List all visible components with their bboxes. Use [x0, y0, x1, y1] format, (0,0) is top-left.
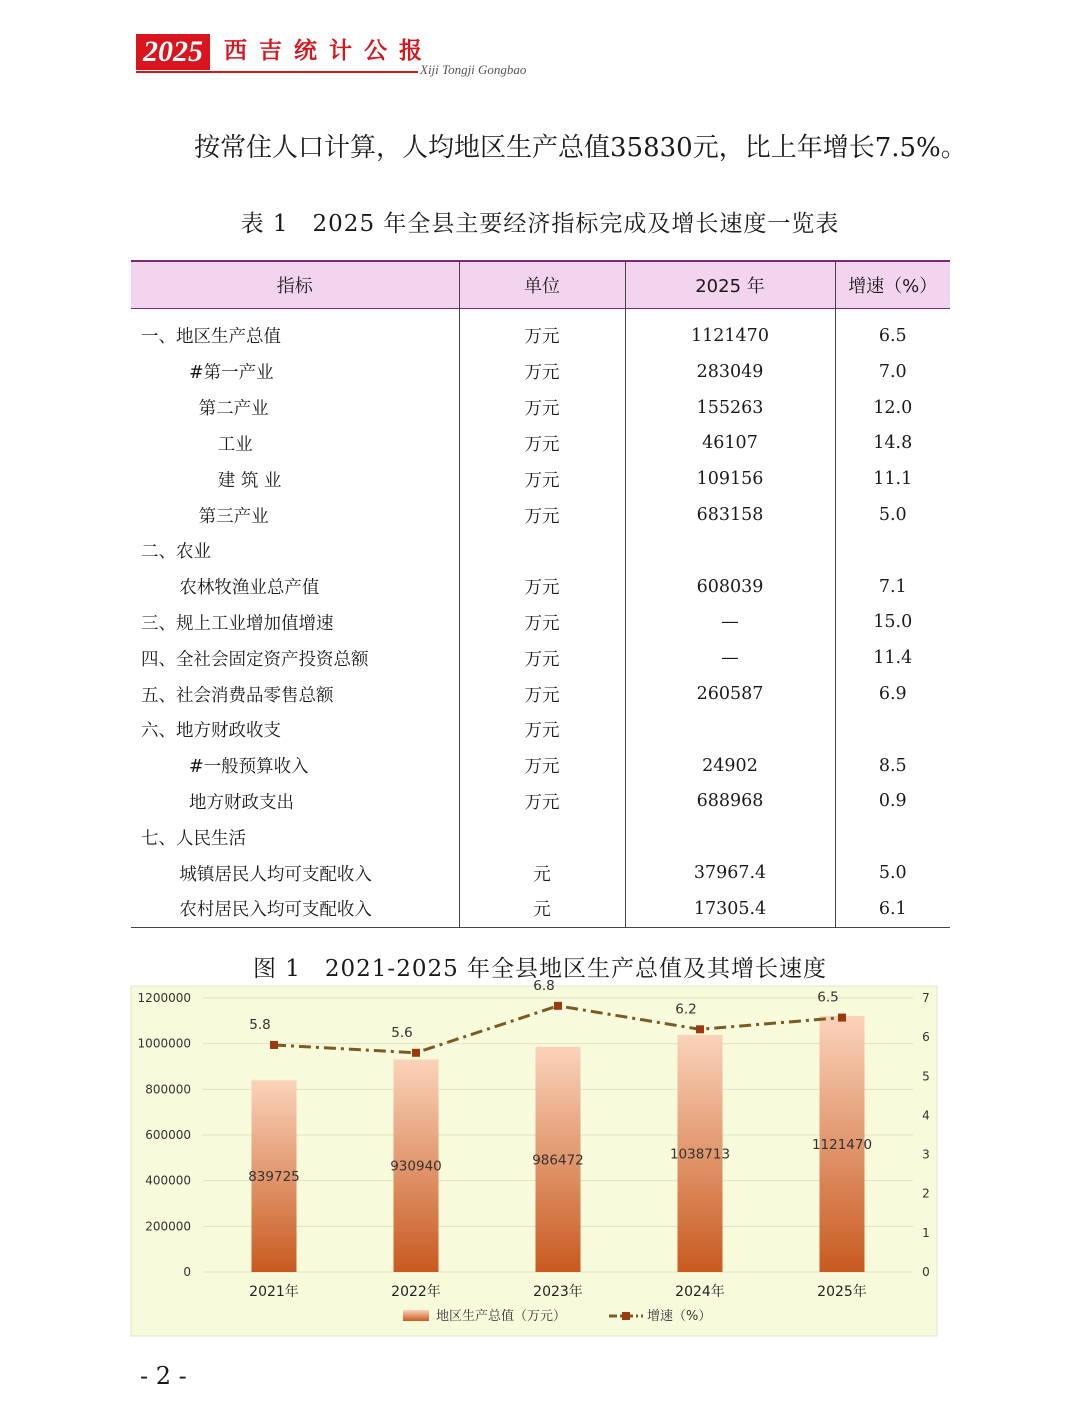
value-cell: 1121470: [625, 309, 835, 355]
unit-cell: 万元: [459, 676, 625, 712]
value-cell: —: [625, 640, 835, 676]
y-right-tick-label: 2: [922, 1186, 930, 1201]
x-tick-label: 2021年: [249, 1284, 299, 1300]
table-row: [131, 640, 950, 676]
unit-cell: 万元: [459, 426, 625, 462]
indicator-cell: #一般预算收入: [189, 757, 309, 778]
indicator-cell: 工业: [217, 434, 253, 455]
value-cell: 608039: [625, 569, 835, 605]
growth-value-label: 5.6: [391, 1024, 413, 1041]
intro-paragraph: 按常住人口计算，人均地区生产总值35830元，比上年增长7.5%。: [194, 133, 967, 163]
y-left-tick-label: 1200000: [137, 991, 191, 1005]
indicator-cell: 三、规上工业增加值增速: [141, 613, 334, 634]
growth-value-label: 6.5: [817, 989, 839, 1006]
page-header: [136, 34, 556, 84]
indicator-cell: 五、社会消费品零售总额: [141, 685, 334, 706]
header-year-badge: 2025: [136, 34, 210, 70]
y-right-tick-label: 3: [922, 1147, 930, 1162]
x-tick-label: 2023年: [533, 1284, 583, 1300]
legend-bar-swatch: [403, 1310, 429, 1321]
value-cell: 260587: [625, 676, 835, 712]
table-row: [131, 748, 950, 784]
table-header-row: [131, 261, 950, 309]
legend-bar-label: 地区生产总值（万元）: [436, 1309, 567, 1324]
unit-cell: 元: [459, 855, 625, 891]
table-row: [131, 497, 950, 533]
table-row: [131, 426, 950, 462]
growth-cell: 5.0: [835, 497, 950, 533]
growth-cell: 11.1: [835, 461, 950, 497]
growth-marker: [270, 1041, 278, 1049]
growth-cell: 7.0: [835, 354, 950, 390]
y-right-tick-label: 5: [922, 1069, 930, 1084]
value-cell: [625, 819, 835, 855]
table-row: [131, 891, 950, 927]
header-year: 2025 年: [625, 261, 835, 309]
table-row: [131, 676, 950, 712]
indicator-cell: #第一产业: [189, 363, 274, 384]
table-caption: 表 1 2025 年全县主要经济指标完成及增长速度一览表: [240, 211, 840, 237]
table-row: [131, 784, 950, 820]
value-cell: 109156: [625, 461, 835, 497]
indicator-table: [131, 260, 950, 928]
unit-cell: 万元: [459, 640, 625, 676]
growth-value-label: 6.8: [533, 977, 555, 994]
growth-cell: 6.1: [835, 891, 950, 927]
x-tick-label: 2022年: [391, 1284, 441, 1300]
value-cell: 17305.4: [625, 891, 835, 927]
page-number: - 2 -: [140, 1362, 187, 1390]
bar-value-label: 1038713: [669, 1146, 731, 1163]
table-row: [131, 309, 950, 355]
indicator-cell: 一、地区生产总值: [141, 327, 281, 347]
growth-value-label: 5.8: [249, 1016, 271, 1033]
indicator-cell: 第三产业: [198, 506, 269, 527]
bar-value-label: 1121470: [811, 1136, 873, 1153]
table-row: [131, 605, 950, 641]
value-cell: 46107: [625, 426, 835, 462]
value-cell: —: [625, 605, 835, 641]
indicator-cell: 农林牧渔业总产值: [179, 578, 320, 599]
growth-cell: 5.0: [835, 855, 950, 891]
legend-line-marker: [622, 1312, 630, 1320]
growth-cell: 12.0: [835, 390, 950, 426]
value-cell: 688968: [625, 784, 835, 820]
growth-marker: [554, 1002, 562, 1010]
y-right-tick-label: 1: [922, 1225, 930, 1240]
header-unit: 单位: [459, 261, 625, 309]
growth-cell: 11.4: [835, 640, 950, 676]
unit-cell: 万元: [459, 784, 625, 820]
y-left-tick-label: 1000000: [137, 1036, 191, 1051]
unit-cell: 万元: [459, 605, 625, 641]
growth-cell: 0.9: [835, 784, 950, 820]
unit-cell: 万元: [459, 569, 625, 605]
indicator-cell: 地方财政支出: [189, 792, 294, 813]
unit-cell: 万元: [459, 390, 625, 426]
table-row: [131, 354, 950, 390]
table-row: [131, 533, 950, 569]
header-rule: [136, 71, 418, 73]
table-body: [131, 309, 950, 928]
header-title: 西吉统计公报: [224, 38, 434, 64]
value-cell: 37967.4: [625, 855, 835, 891]
value-cell: 283049: [625, 354, 835, 390]
growth-cell: 15.0: [835, 605, 950, 641]
y-right-tick-label: 6: [922, 1030, 930, 1045]
indicator-cell: 第二产业: [198, 399, 269, 420]
indicator-cell: 四、全社会固定资产投资总额: [141, 649, 369, 670]
growth-marker: [412, 1049, 420, 1057]
growth-cell: [835, 712, 950, 748]
y-left-tick-label: 200000: [145, 1219, 191, 1234]
table-row: [131, 712, 950, 748]
unit-cell: 万元: [459, 712, 625, 748]
unit-cell: 元: [459, 891, 625, 927]
table-row: [131, 819, 950, 855]
table-row: [131, 390, 950, 426]
bar-value-label: 986472: [532, 1152, 584, 1169]
gdp-chart: [131, 977, 937, 1336]
indicator-cell: 七、人民生活: [141, 828, 246, 849]
value-cell: 155263: [625, 390, 835, 426]
growth-cell: 8.5: [835, 748, 950, 784]
figure-caption: 图 1 2021-2025 年全县地区生产总值及其增长速度: [252, 956, 828, 982]
growth-cell: [835, 819, 950, 855]
indicator-cell: 城镇居民人均可支配收入: [179, 864, 372, 885]
growth-cell: [835, 533, 950, 569]
x-tick-label: 2025年: [817, 1284, 867, 1300]
y-left-tick-label: 400000: [145, 1173, 191, 1188]
indicator-cell: 六、地方财政收支: [141, 721, 281, 742]
growth-cell: 7.1: [835, 569, 950, 605]
y-right-tick-label: 7: [922, 991, 930, 1005]
unit-cell: 万元: [459, 497, 625, 533]
legend-line-label: 增速（%）: [647, 1309, 712, 1324]
indicator-cell: 农村居民入均可支配收入: [131, 891, 459, 927]
unit-cell: 万元: [459, 748, 625, 784]
table-row: [131, 461, 950, 497]
table-row: [131, 569, 950, 605]
header-growth: 增速（%）: [835, 261, 950, 309]
growth-cell: 14.8: [835, 426, 950, 462]
indicator-cell: 二、农业: [141, 542, 211, 563]
gdp-chart-svg: [131, 977, 937, 1336]
value-cell: [625, 533, 835, 569]
growth-marker: [696, 1025, 704, 1033]
y-right-tick-label: 0: [922, 1265, 930, 1279]
unit-cell: 万元: [459, 461, 625, 497]
indicator-cell: 建 筑 业: [217, 470, 282, 491]
growth-cell: 6.9: [835, 676, 950, 712]
growth-marker: [838, 1014, 846, 1022]
table-row: [131, 855, 950, 891]
y-right-tick-label: 4: [922, 1108, 930, 1123]
unit-cell: 万元: [459, 354, 625, 390]
unit-cell: [459, 819, 625, 855]
bar-value-label: 839725: [248, 1169, 300, 1186]
value-cell: 683158: [625, 497, 835, 533]
unit-cell: [459, 533, 625, 569]
x-tick-label: 2024年: [675, 1284, 725, 1300]
y-left-tick-label: 800000: [145, 1082, 191, 1097]
value-cell: [625, 712, 835, 748]
header-indicator: 指标: [131, 261, 459, 309]
header-subtitle: Xiji Tongji Gongbao: [420, 62, 527, 77]
growth-value-label: 6.2: [675, 1001, 697, 1018]
bar-value-label: 930940: [390, 1158, 442, 1175]
growth-cell: 6.5: [835, 309, 950, 355]
y-left-tick-label: 0: [183, 1265, 191, 1279]
value-cell: 24902: [625, 748, 835, 784]
y-left-tick-label: 600000: [145, 1128, 191, 1142]
unit-cell: 万元: [459, 309, 625, 355]
